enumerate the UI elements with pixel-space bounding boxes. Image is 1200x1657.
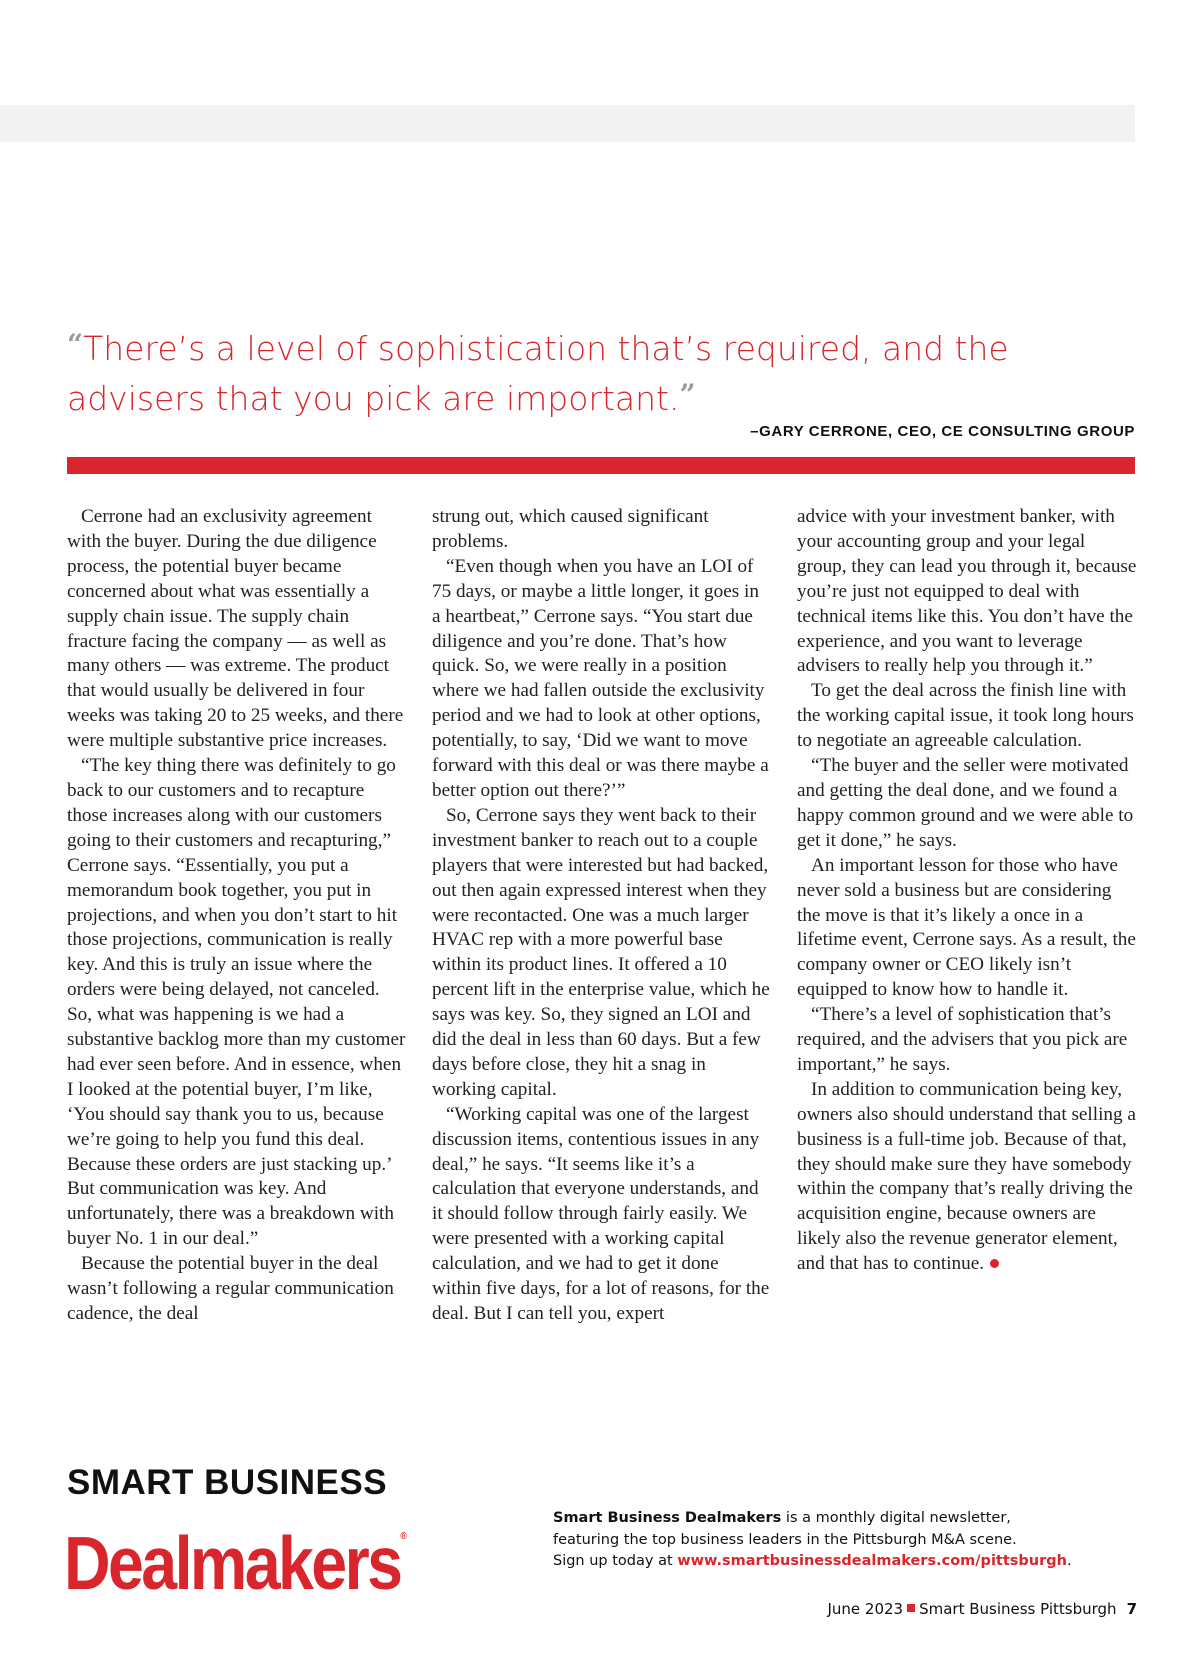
signup-prefix: Sign up today at <box>553 1553 678 1569</box>
paragraph-text: Cerrone had an exclusivity agreement with the buyer. During the due diligence process, the potential buyer became concerned about what was essentially a supply chain issue. The supply chain fracture facing the company — as well as many others — was extreme. The product that would usually be delivered in four weeks was taking 20 to 25 weeks, and there were multiple substantive price increases. <box>67 506 404 752</box>
paragraph-text: advice with your investment banker, with your accounting group and your legal group, they can lead you through it, because you’re just not equipped to deal with technical items like this. You don’t have the experience, and you want to leverage advisers to really help you through it.” <box>797 506 1137 677</box>
paragraph-text: Because the potential buyer in the deal wasn’t following a regular communication cadence, the deal <box>67 1253 394 1324</box>
article-paragraph <box>432 555 772 804</box>
newsletter-line-2: featuring the top business leaders in the Pittsburgh M&A scene. <box>553 1531 1017 1548</box>
paragraph-text: “Working capital was one of the largest discussion items, contentious issues in any deal,” he says. “It seems like it’s a calculation that everyone understands, and it should follow through fairly easily. We were presented with a working capital calculation, and we had to get it done within five days, for a lot of reasons, for the deal. But I can tell you, expert <box>432 1103 770 1324</box>
paragraph-text: strung out, which caused significant problems. <box>432 506 709 552</box>
article-paragraph <box>797 679 1137 754</box>
close-quote-mark: ” <box>679 378 696 411</box>
newsletter-line-3 <box>553 1551 1113 1573</box>
pull-quote-attribution: –GARY CERRONE, CEO, CE CONSULTING GROUP <box>750 423 1135 440</box>
article-paragraph <box>797 1078 1137 1277</box>
article-paragraph <box>67 1252 407 1327</box>
registered-mark: ® <box>400 1531 407 1542</box>
article-column-3 <box>797 505 1137 1277</box>
paragraph-text: In addition to communication being key, owners also should understand that selling a business is a full-time job. Because of that, they should make sure they have somebody within the company that’s really driving the acquisition engine, because owners are likely also the revenue generator element, and that has to continue. <box>797 1078 1136 1275</box>
publication-name: Smart Business Pittsburgh <box>919 1600 1117 1618</box>
paragraph-text: “The buyer and the seller were motivated and getting the deal done, and we found a happy common ground and we were able to get it done,” he says. <box>797 755 1134 851</box>
newsletter-desc: is a monthly digital newsletter, <box>781 1510 1011 1526</box>
section-divider <box>67 457 1135 474</box>
logo-smart-business: SMART BUSINESS <box>67 1463 388 1502</box>
article-column-2 <box>432 505 772 1327</box>
header-band <box>0 105 1135 142</box>
newsletter-line-1 <box>553 1508 1113 1530</box>
paragraph-text: An important lesson for those who have never sold a business but are considering the move is that it’s likely a once in a lifetime event, Cerrone says. As a result, the company owner or CEO likely isn’t equipped to know how to handle it. <box>797 854 1136 1001</box>
separator-square-icon <box>907 1604 915 1612</box>
article-paragraph <box>797 754 1137 854</box>
article-paragraph <box>797 1003 1137 1078</box>
article-paragraph <box>797 505 1137 679</box>
paragraph-text: “There’s a level of sophistication that’s required, and the advisers that you pick are important,” he says. <box>797 1004 1128 1075</box>
issue-date: June 2023 <box>827 1600 904 1618</box>
logo-dealmakers <box>64 1497 407 1603</box>
open-quote-mark: “ <box>67 328 84 361</box>
article-paragraph <box>797 854 1137 1003</box>
article-paragraph <box>432 804 772 1103</box>
article-paragraph <box>432 1103 772 1327</box>
signup-link[interactable]: www.smartbusinessdealmakers.com/pittsburgh <box>677 1553 1067 1569</box>
pull-quote <box>67 322 1147 422</box>
article-paragraph <box>67 754 407 1252</box>
article-column-1 <box>67 505 407 1327</box>
article-paragraph <box>432 505 772 555</box>
newsletter-name: Smart Business Dealmakers <box>553 1510 782 1526</box>
paragraph-text: So, Cerrone says they went back to their investment banker to reach out to a couple players that were interested but had backed, out then again expressed interest when they were recontacted. One was a much larger HVAC rep with a more powerful base within its product lines. It offered a 10 percent lift in the enterprise value, which he says was key. So, they signed an LOI and did the deal in less than 60 days. But a few days before close, they hit a snag in working capital. <box>432 804 770 1100</box>
page-number: 7 <box>1126 1600 1137 1618</box>
logo-dealmakers-text: Dealmakers <box>64 1521 401 1605</box>
paragraph-text: “Even though when you have an LOI of 75 days, or maybe a little longer, it goes in a heartbeat,” Cerrone says. “You start due diligence and you’re done. That’s how quick. So, we were really in a position where we had fallen outside the exclusivity period and we had to look at other options, potentially, to say, ‘Did we want to move forward with this deal or was there maybe a better option out there?’” <box>432 555 769 801</box>
paragraph-text: To get the deal across the finish line with the working capital issue, it took long hours to negotiate an agreeable calculation. <box>797 680 1134 752</box>
signup-suffix: . <box>1066 1553 1072 1569</box>
paragraph-text: “The key thing there was definitely to go back to our customers and to recapture those increases along with our customers going to their customers and recapturing,” Cerrone says. “Essentially, you put a memorandum book together, you put in projections, and when you don’t start to hit those projections, communication is really key. And this is truly an issue where the orders were being delayed, not canceled. So, what was happening is we had a substantive backlog more than my customer had ever seen before. And in essence, when I looked at the potential buyer, I’m like, ‘You should say thank you to us, because we’re going to help you fund this deal. Because these orders are just stacking up.’ But communication was key. And unfortunately, there was a breakdown with buyer No. 1 in our deal.” <box>67 755 406 1250</box>
article-paragraph <box>67 505 407 754</box>
pull-quote-text: There’s a level of sophistication that’s required, and the advisers that you pick are important. <box>67 329 1009 418</box>
page-footer <box>827 1600 1137 1618</box>
end-mark-icon <box>990 1259 999 1268</box>
newsletter-promo <box>553 1508 1113 1573</box>
